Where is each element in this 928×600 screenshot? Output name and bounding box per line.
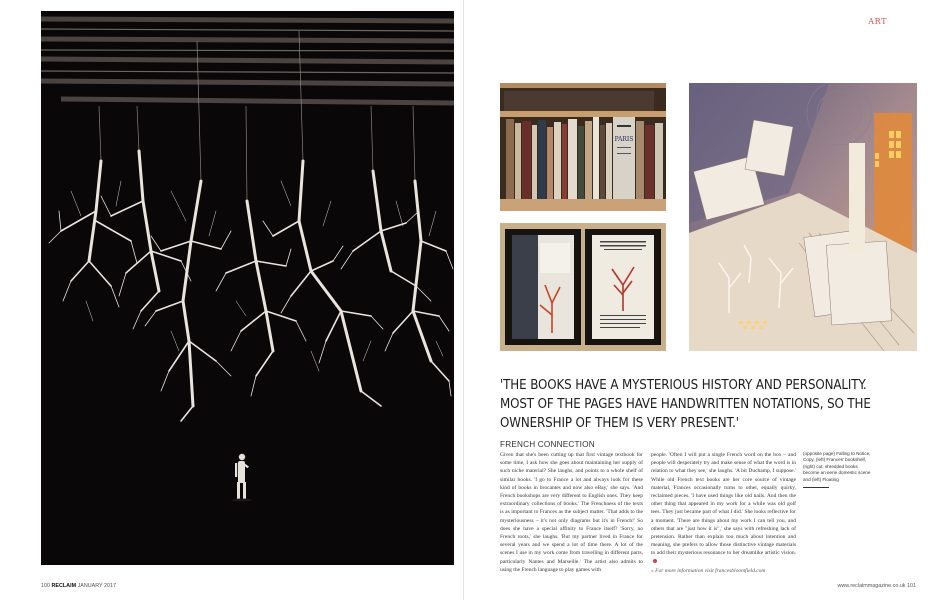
body-column-2 [651, 451, 796, 575]
magazine-name: RECLAIM [51, 583, 77, 589]
photo-shredded-books-scene [689, 83, 917, 351]
page-number-left: 100 [41, 583, 50, 589]
page-gutter [463, 0, 464, 600]
issue-date: JANUARY 2017 [77, 583, 117, 589]
body-column-2-text: people. 'Often I will put a single French word on the box – and people will desperately try and make sense of what the word is in relation to what they see,' she laughs. 'A bit Duchamp, I suppose.' While old French text books are her core source of vintage material, Frances occasionally turns to other, equally quirky, reclaimed pieces. 'I have used things like old nails. And then the other thing that appeared in my work for a while was old golf tees. They just became part of what I did.' She looks reflective for a moment. 'There are things about my work I can tell you, and others that are "just how it is",' she says with refreshing lack of pretension. Rather than explain too much about intention and meaning, she prefers to allow those distinctive vintage materials to add their mysterious resonance to her dreamlike artistic vision. [651, 452, 796, 557]
section-subheading: FRENCH CONNECTION [500, 440, 595, 449]
pull-quote: 'THE BOOKS HAVE A MYSTERIOUS HISTORY AND PERSONALITY. MOST OF THE PAGES HAVE HANDWRITTEN NOTATIONS, SO THE OWNERSHIP OF THEM IS VERY PRESENT.' [500, 378, 871, 431]
folio-left [41, 583, 116, 589]
photo-caption [803, 451, 873, 488]
caption-rule [803, 487, 829, 488]
photo-caption-text: (opposite page) Falling to Notice, Copy, (left) Frances' bookshelf, (right) cut, shredded books become an eerie domestic scene and (left) Floating [803, 451, 871, 482]
section-label: ART [868, 17, 887, 26]
photo-bookshelf [500, 83, 666, 211]
book-spine-label: PARIS [614, 136, 634, 143]
more-info-link[interactable]: » For more information visit francesbloomfield.com [651, 567, 766, 574]
folio-right[interactable]: www.reclaimmagazine.co.uk 101 [837, 583, 916, 589]
body-column-1: Given that she's been cutting up that first vintage textbook for some time, I ask how she goes about maintaining her supply of such niche material? She laughs, and points to a whole shelf of similar books. 'I go to France a lot and always look for these kind of books in brocantes and now also eBay,' she says. 'And French bookshops are very different to English ones. They keep extraordinary collections of books.' The Frenchness of the texts is as important to Frances as the subject matter. 'That adds to the mysteriousness – it's not only diagrams but it's in French!' So does she have a special affinity to France itself? 'Sorry, no French roots,' she laughs. 'But my partner lived in France for several years and we spend a lot of time there. A lot of the scenes I use in my work come from travelling in different parts, particularly Nantes and Marseille.' The artist also admits to using the French language to play games with [500, 452, 643, 573]
end-mark-icon [653, 559, 657, 563]
photo-framed-books [500, 223, 666, 351]
photo-hanging-branches [41, 11, 454, 565]
